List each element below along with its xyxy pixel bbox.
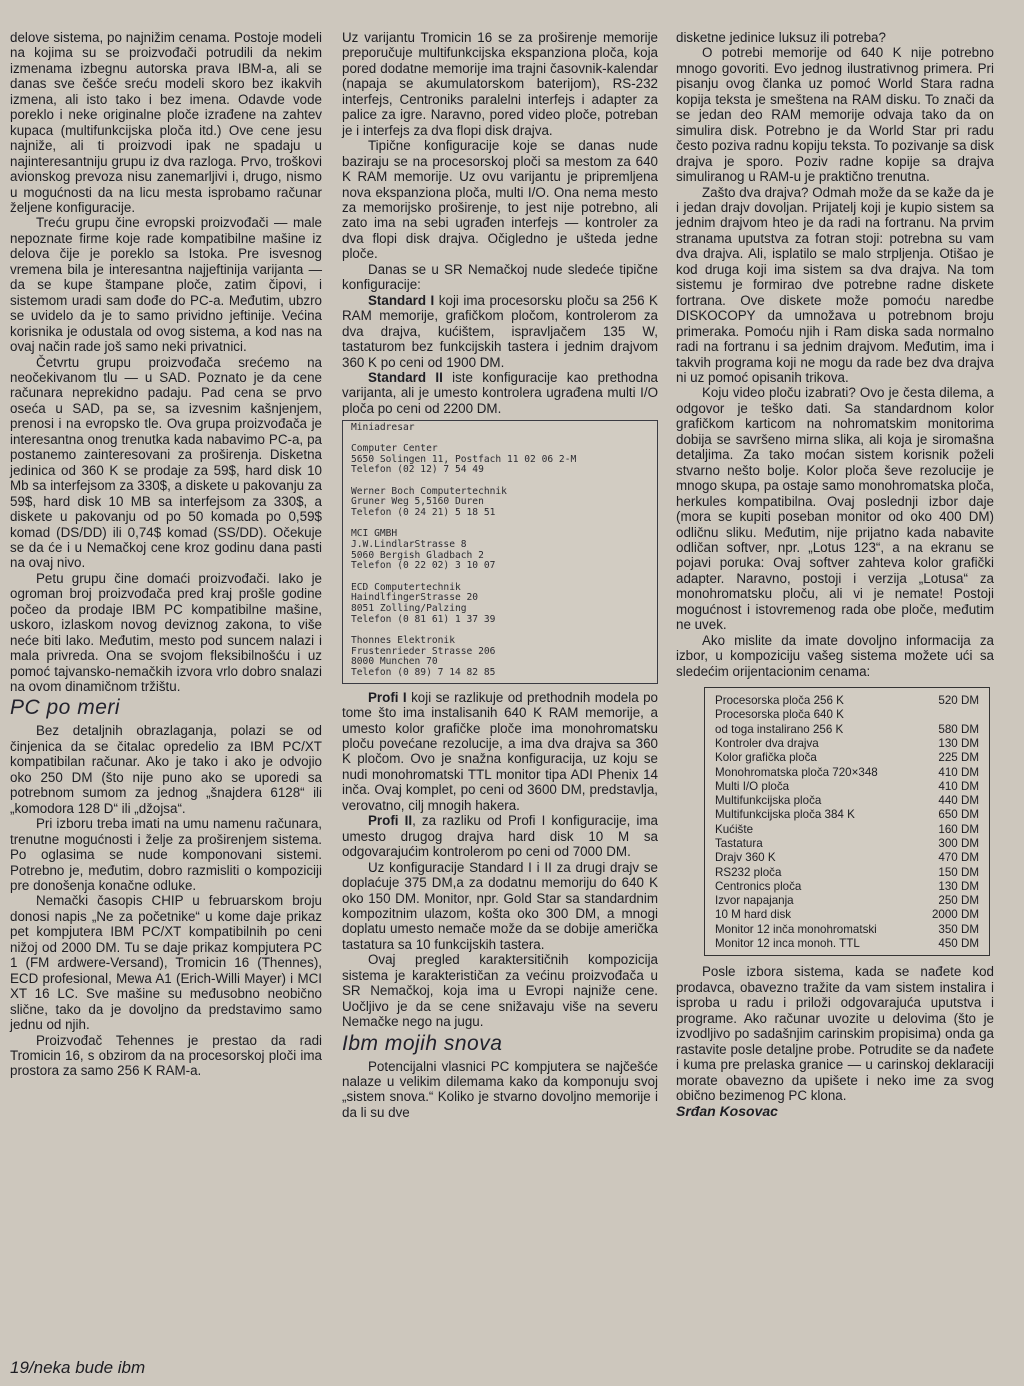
price-item: Drajv 360 K bbox=[715, 851, 776, 865]
address-line: Thonnes Elektronik bbox=[351, 635, 455, 647]
config-name: Standard I bbox=[368, 292, 435, 308]
config-name: Standard II bbox=[368, 369, 443, 385]
paragraph: Zašto dva drajva? Odmah može da se kaže da je i jedan drajv dovoljan. Prijatelj koji je kupio sistem sa jednim drajvom hteo je da radi na fortranu. Na prvim stranama uputstva za fotran stoji: potrebna su vam dva drajva. Ali, isplatilo se malo strpljenja. Otišao je kod druga koji ima sistem sa dva drajva. Na tom sistemu je formirao dve potrebne radne diskete fortrana. Ove diskete može pomoću naredbe DISKOCOPY da umnožava u potrebnom broju primeraka. Pomoću njih i Ram diska sada normalno radi na fortranu i sa jednim drajvom. Međutim, ima i takvih programa koji ne mogu da rade bez dva drajva ni uz pomoć opisanih trikova. bbox=[676, 184, 994, 385]
price-row bbox=[715, 880, 979, 894]
price-row bbox=[715, 780, 979, 794]
paragraph: Bez detaljnih obrazlaganja, polazi se od činjenica da se čitalac opredelio za IBM PC/XT kompatibilan računar. Ako je tako i ako je odvojio oko 250 DM (što nije puno ako se uporedi sa potrebnom sumom za jednog „šnajdera 6128“ ili „komodora 128 D“ ili „džojsa“. bbox=[10, 723, 322, 816]
section-heading-pc-po-meri: PC po meri bbox=[10, 696, 121, 720]
paragraph: Treću grupu čine evropski proizvođači — male nepoznate firme koje rade kompatibilne mašine iz delova čije je poreklo sa Istoka. Pre isvesnog vremena bila je interesantna najjeftinija varijanta — da se kupe štampane ploče, zatim čipovi, i sistemom uradi sam dođe do PC-a. Međutim, ubzro se uvidelo da je to samo prividno jeftinije. Većina korisnika je odustala od ovog sistema, a kod nas na ovaj način rade još samo neki privatnici. bbox=[10, 215, 322, 355]
paragraph: delove sistema, po najnižim cenama. Postoje modeli na kojima su se proizvođači potrudili da nekim izmenama izbegnu autorska prava IBM-a, ali se danas sve češće sreću modeli skoro bez ikakvih izmena, ali isto tako i bez imena. Odavde vode poreklo i neke originalne ploče izrađene na zahtev kupaca (multifunkcijska ploča itd.) Ove cene jesu najniže, ali ti proizvodi ipak ne spadaju u najinteresantniju grupu iz dva razloga. Prvo, troškovi avionskog prevoza nisu zanemarljivi i, drugo, nismo u mogućnosti da na licu mesta isprobamo računar željene konfiguracije. bbox=[10, 30, 322, 215]
paragraph: disketne jedinice luksuz ili potreba? bbox=[676, 30, 886, 45]
address-line: 8051 Zolling/Palzing bbox=[351, 603, 467, 615]
price-item: Izvor napajanja bbox=[715, 894, 794, 908]
address-entry bbox=[351, 636, 649, 678]
price-row bbox=[715, 937, 979, 951]
paragraph-profi-1 bbox=[342, 690, 658, 814]
address-line: Telefon (0 22 02) 3 10 07 bbox=[351, 560, 496, 572]
paragraph-standard-2 bbox=[342, 370, 658, 416]
price-row bbox=[715, 866, 979, 880]
address-line: MCI GMBH bbox=[351, 528, 398, 540]
price-value: 225 DM bbox=[938, 751, 979, 765]
paragraph: Potencijalni vlasnici PC kompjutera se najčešće nalaze u velikim dilemama kako da komponuju svoj „sistem snova.“ Koliko je stvarno dovoljno memorije i da li su dve bbox=[342, 1058, 658, 1120]
address-box bbox=[342, 420, 658, 683]
paragraph: Petu grupu čine domaći proizvođači. Iako je ogroman broj proizvođača pred kraj prošle godine počeo da prodaje IBM PC kompatibilne mašine, uskoro, izlaskom novog deviznog zakona, to više neće biti lako. Međutim, mesto pod suncem nalazi i mala privreda. Ona se svojom fleksibilnošću i uz pomoć tajvansko-nemačkih izvora vrlo dobro snalazi na ovom dinamičnom tržištu. bbox=[10, 570, 322, 695]
price-row bbox=[715, 851, 979, 865]
price-item: Centronics ploča bbox=[715, 879, 802, 893]
price-value: 250 DM bbox=[938, 894, 979, 908]
address-line: Werner Boch Computertechnik bbox=[351, 485, 507, 497]
config-name: Profi I bbox=[368, 689, 407, 705]
price-row bbox=[715, 708, 979, 722]
address-line: Gruner Weg 5,5160 Duren bbox=[351, 496, 484, 508]
address-entry bbox=[351, 583, 649, 625]
price-value: 300 DM bbox=[938, 837, 979, 850]
price-row bbox=[715, 823, 979, 837]
price-value: 520 DM bbox=[938, 694, 979, 708]
price-value: 650 DM bbox=[938, 808, 979, 822]
price-value: 130 DM bbox=[938, 879, 979, 893]
page-folio: 19/neka bude ibm bbox=[10, 1358, 146, 1377]
price-item: Monitor 12 inča monohromatski bbox=[715, 922, 877, 936]
price-row bbox=[715, 908, 979, 922]
address-line: ECD Computertechnik bbox=[351, 581, 461, 593]
price-value: 2000 DM bbox=[931, 908, 979, 922]
address-entry bbox=[351, 487, 649, 519]
price-item: Multifunkcijska ploča bbox=[715, 794, 822, 808]
price-value: 350 DM bbox=[938, 922, 979, 936]
author-signature: Srđan Kosovac bbox=[676, 1103, 778, 1120]
price-item: Procesorska ploča 256 K bbox=[715, 694, 844, 708]
price-value: 450 DM bbox=[938, 937, 979, 951]
price-item: od toga instalirano 256 K bbox=[715, 722, 844, 736]
config-text: koji ima procesorsku ploču sa 256 K RAM memorije, grafičkom pločom, kontrolerom za dva drajva, kućištem, ispravljačem 135 W, tastaturom bez funkcijskih tastera i jednim drajvom 360 K po ceni od 1900 DM. bbox=[342, 292, 658, 370]
address-line: Telefon (02 12) 7 54 49 bbox=[351, 464, 484, 476]
address-line: Frustenrieder Strasse 206 bbox=[351, 645, 496, 657]
address-entry bbox=[351, 529, 649, 571]
price-value: 150 DM bbox=[938, 865, 979, 879]
price-row bbox=[715, 694, 979, 708]
paragraph: Nemački časopis CHIP u februarskom broju donosi napis „Ne za početnike“ u kome daje prikaz pet kompjutera IBM PC/XT kompatibilnih po ceni nižoj od 2000 DM. Tu se daje prikaz kompjutera PC 1 (FM ardwere-Versand), Tromicin 16 (Thennes), ECD profesional, Mewa A1 (Erich-Willi Mayer) i MCI XT 16 LC. Sve mašine su međusobno neobično slične, tako da je dovoljno da predstavimo samo jednu od njih. bbox=[10, 893, 322, 1033]
address-line: 8000 Munchen 70 bbox=[351, 656, 438, 668]
price-item: Monitor 12 inca monoh. TTL bbox=[715, 937, 860, 951]
price-item: RS232 ploča bbox=[715, 865, 782, 879]
address-line: Telefon (0 89) 7 14 82 85 bbox=[351, 667, 496, 679]
price-item: Monohromatska ploča 720×348 bbox=[715, 765, 878, 779]
address-line: 5060 Bergish Gladbach 2 bbox=[351, 549, 484, 561]
price-item: Kontroler dva drajva bbox=[715, 736, 819, 750]
config-text: koji se razlikuje od prethodnih modela po tome što ima instalisanih 640 K RAM memorije, a umesto kolor grafičke ploče ima monohromatsku ploču povećane rezolucije, a ima dva drajva sa 360 K pločom. Ovo je snažna konfiguracija, uz koju se nudi monohromatski TTL monitor tipa ADI Phenix 14 inča. Ovaj komplet, po ceni od 3600 DM, predstavlja, verovatno, cilj mnogih hakera. bbox=[342, 689, 658, 813]
section-heading-ibm-mojih-snova: Ibm mojih snova bbox=[342, 1031, 503, 1055]
paragraph-profi-2 bbox=[342, 813, 658, 859]
price-item: Multi I/O ploča bbox=[715, 779, 790, 793]
paragraph: Ovaj pregled karaktersitičnih kompozicija sistema je karakterističan za većinu proizvođača u SR Nemačkoj, koja ima u Evropi najniže cene. Uočljivo je da se cene snižavaju više na severu Nemačke nego na jugu. bbox=[342, 952, 658, 1030]
paragraph-standard-1 bbox=[342, 293, 658, 370]
config-name: Profi II bbox=[368, 813, 413, 829]
config-text: iste konfiguracije kao prethodna varijanta, ali je umesto kontrolera ugrađena multi I/O ploča po ceni od 2200 DM. bbox=[342, 369, 658, 416]
price-row bbox=[715, 894, 979, 908]
paragraph: Pri izboru treba imati na umu namenu računara, trenutne mogućnosti i želje za proširenjem sistema. Po oglasima se nude komponovani sistemi. Potrebno je, međutim, dobro razmisliti o kompoziciji pre donošenja konačne odluke. bbox=[10, 816, 322, 894]
price-value: 580 DM bbox=[938, 722, 979, 736]
address-line: J.W.LindlarStrasse 8 bbox=[351, 539, 467, 551]
paragraph: Ako mislite da imate dovoljno informacija za izbor, u kompoziciju vašeg sistema možete ući sa sledećim orijentacionim cenama: bbox=[676, 632, 994, 679]
price-value: 410 DM bbox=[938, 779, 979, 793]
address-line: HaindlfingerStrasse 20 bbox=[351, 592, 479, 604]
address-entry bbox=[351, 444, 649, 476]
config-text: , za razliku od Profi I konfiguracije, ima umesto drugog drajva hard disk 10 M sa odgovarajućim kontrolerom po ceni od 7000 DM. bbox=[342, 813, 658, 860]
address-line: Telefon (0 81 61) 1 37 39 bbox=[351, 613, 496, 625]
price-row bbox=[715, 794, 979, 808]
address-box-title: Miniadresar bbox=[351, 422, 415, 434]
price-value: 470 DM bbox=[938, 851, 979, 865]
price-table bbox=[704, 687, 990, 956]
paragraph: Proizvođač Tehennes je prestao da radi Tromicin 16, s obzirom da na procesorskoj ploči ima prostora za samo 256 K RAM-a. bbox=[10, 1032, 322, 1079]
price-row bbox=[715, 751, 979, 765]
price-item: Kolor grafička ploča bbox=[715, 751, 817, 765]
column-3 bbox=[676, 30, 994, 1120]
price-item: 10 M hard disk bbox=[715, 908, 792, 922]
price-row bbox=[715, 837, 979, 851]
address-line: 5650 Solingen 11, Postfach 11 02 06 2-M bbox=[351, 453, 577, 465]
paragraph: Posle izbora sistema, kada se nađete kod prodavca, obavezno tražite da vam sistem instalira i isproba u radu i priloži odgovarajuća uputstva i programe. Ako računar uvozite u delovima (što je izvodljivo po sadašnjim carinskim propisima) onda ga rastavite posle detaljne probe. Potrudite se da nađete i kuma pre prelaska granice — u carinskoj deklaraciji morate obavezno da upišete i neko ime za svog obično bezimenog PC klona. bbox=[676, 964, 994, 1103]
paragraph: Koju video ploču izabrati? Ovo je česta dilema, a odgovor je teško dati. Sa standardnom kolor grafičkom karticom na nohromatskim monitorima dobija se savršeno mirna slika, ali koja je siromašna detaljima. Za tako moćan sistem korisnik poželi stvarno nešto bolje. Kolor ploča ševe rezolucije je mnogo skupa, pa ostaje samo monohromatska ploča, herkules kompatibilna. Ovaj poslednji izbor daje (mora se kupiti poseban monitor od oko 400 DM) odličnu sliku. Međutim, nije prijatno kada nabavite odličan softver, npr. „Lotus 123“, a na ekranu se pojavi poruka: Ovaj softver zahteva kolor grafički adapter. Naravno, postoji i verzija „Lotusa“ za monohromatsku ploču, ali vi je nemate! Postoji mogućnost i istovremenog rada obe ploče, međutim ne uvek. bbox=[676, 385, 994, 633]
paragraph: Uz varijantu Tromicin 16 se za proširenje memorije preporučuje multifunkcijska ekspanziona ploča, koja pored dodatne memorije ima trajni časovnik-kalendar (napaja se akumulatorskom baterijom), RS-232 interfejs, Centroniks paralelni interfejs i adapter za palice za igre. Naravno, pored video ploče, potreban je i interfejs za dva flopi disk drajva. bbox=[342, 30, 658, 138]
price-row bbox=[715, 923, 979, 937]
price-item: Tastatura bbox=[715, 837, 763, 850]
paragraph: Tipične konfiguracije koje se danas nude baziraju se na procesorskoj ploči sa mestom za 640 K RAM memorije. Uz ovu varijantu je pripremljena nova ekspanziona ploča, multi I/O. Ona nema mesto za memorijsko proširenje, to jest nije potrebno, ali zato ima na sebi ugrađen interfejs — kontroler za dva flopi disk drajva. Očigledno je ušteda jedne ploče. bbox=[342, 138, 658, 262]
price-value: 410 DM bbox=[938, 765, 979, 779]
price-value: 130 DM bbox=[938, 736, 979, 750]
price-row bbox=[715, 723, 979, 737]
paragraph: Četvrtu grupu proizvođača srećemo na neočekivanom tlu — u SAD. Poznato je da cene računara neprekidno padaju. Pad cena se prvo oseća u SAD, pa se, sa izvesnim kašnjenjem, prenosi i na evropsko tle. Ova grupa proizvođača je interesantna onog trenutka kada nabavimo PC-a, pa postanemo zainteresovani za proširenja. Disketna jedinica od 360 K se prodaje za 59$, hard disk 10 Mb sa interfejsom za 330$, a diskete u pakovanju za 59$, hard disk 10 MB sa interfejsom za 330$, a diskete u pakovanju od po 50 komada po 0,59$ komad (DS/DD) ili 0,74$ komad (SS/DD). Očekuje se da će i u Nemačkoj cene kroz godinu dana pasti na ovaj nivo. bbox=[10, 354, 322, 571]
price-value: 160 DM bbox=[938, 822, 979, 836]
column-1 bbox=[10, 30, 322, 1079]
address-line: Computer Center bbox=[351, 442, 438, 454]
price-row bbox=[715, 766, 979, 780]
price-item: Procesorska ploča 640 K bbox=[715, 708, 844, 722]
price-row bbox=[715, 737, 979, 751]
paragraph: Uz konfiguracije Standard I i II za drugi drajv se doplaćuje 375 DM,a za dodatnu memoriju do 640 K oko 150 DM. Monitor, npr. Gold Star sa standardnim kompozitnim ulazom, košta oko 300 DM, a mnogi doplatu umesto nemače može da se dobije američka tastatura sa 10 funkcijskih tastera. bbox=[342, 859, 658, 952]
price-item: Kućište bbox=[715, 822, 754, 836]
column-2 bbox=[342, 30, 658, 1120]
price-item: Multifunkcijska ploča 384 K bbox=[715, 808, 855, 822]
address-line: Telefon (0 24 21) 5 18 51 bbox=[351, 506, 496, 518]
paragraph: Danas se u SR Nemačkoj nude sledeće tipične konfiguracije: bbox=[342, 261, 658, 293]
paragraph: O potrebi memorije od 640 K nije potrebno mnogo govoriti. Evo jednog ilustrativnog primera. Pri pisanju ovog članka uz pomoć World Stara radna kopija teksta je smeštena na RAM disku. To znači da se jedan deo RAM memorije odvaja tako da on simulira disk. Potrebno je da World Star pri radu često poziva radnu kopiju teksta. To pozivanje sa disk drajva je sporo. Poziv radne kopije sa drajva simuliranog u RAM-u je praktično trenutna. bbox=[676, 45, 994, 185]
price-row bbox=[715, 808, 979, 822]
price-value: 440 DM bbox=[938, 794, 979, 808]
